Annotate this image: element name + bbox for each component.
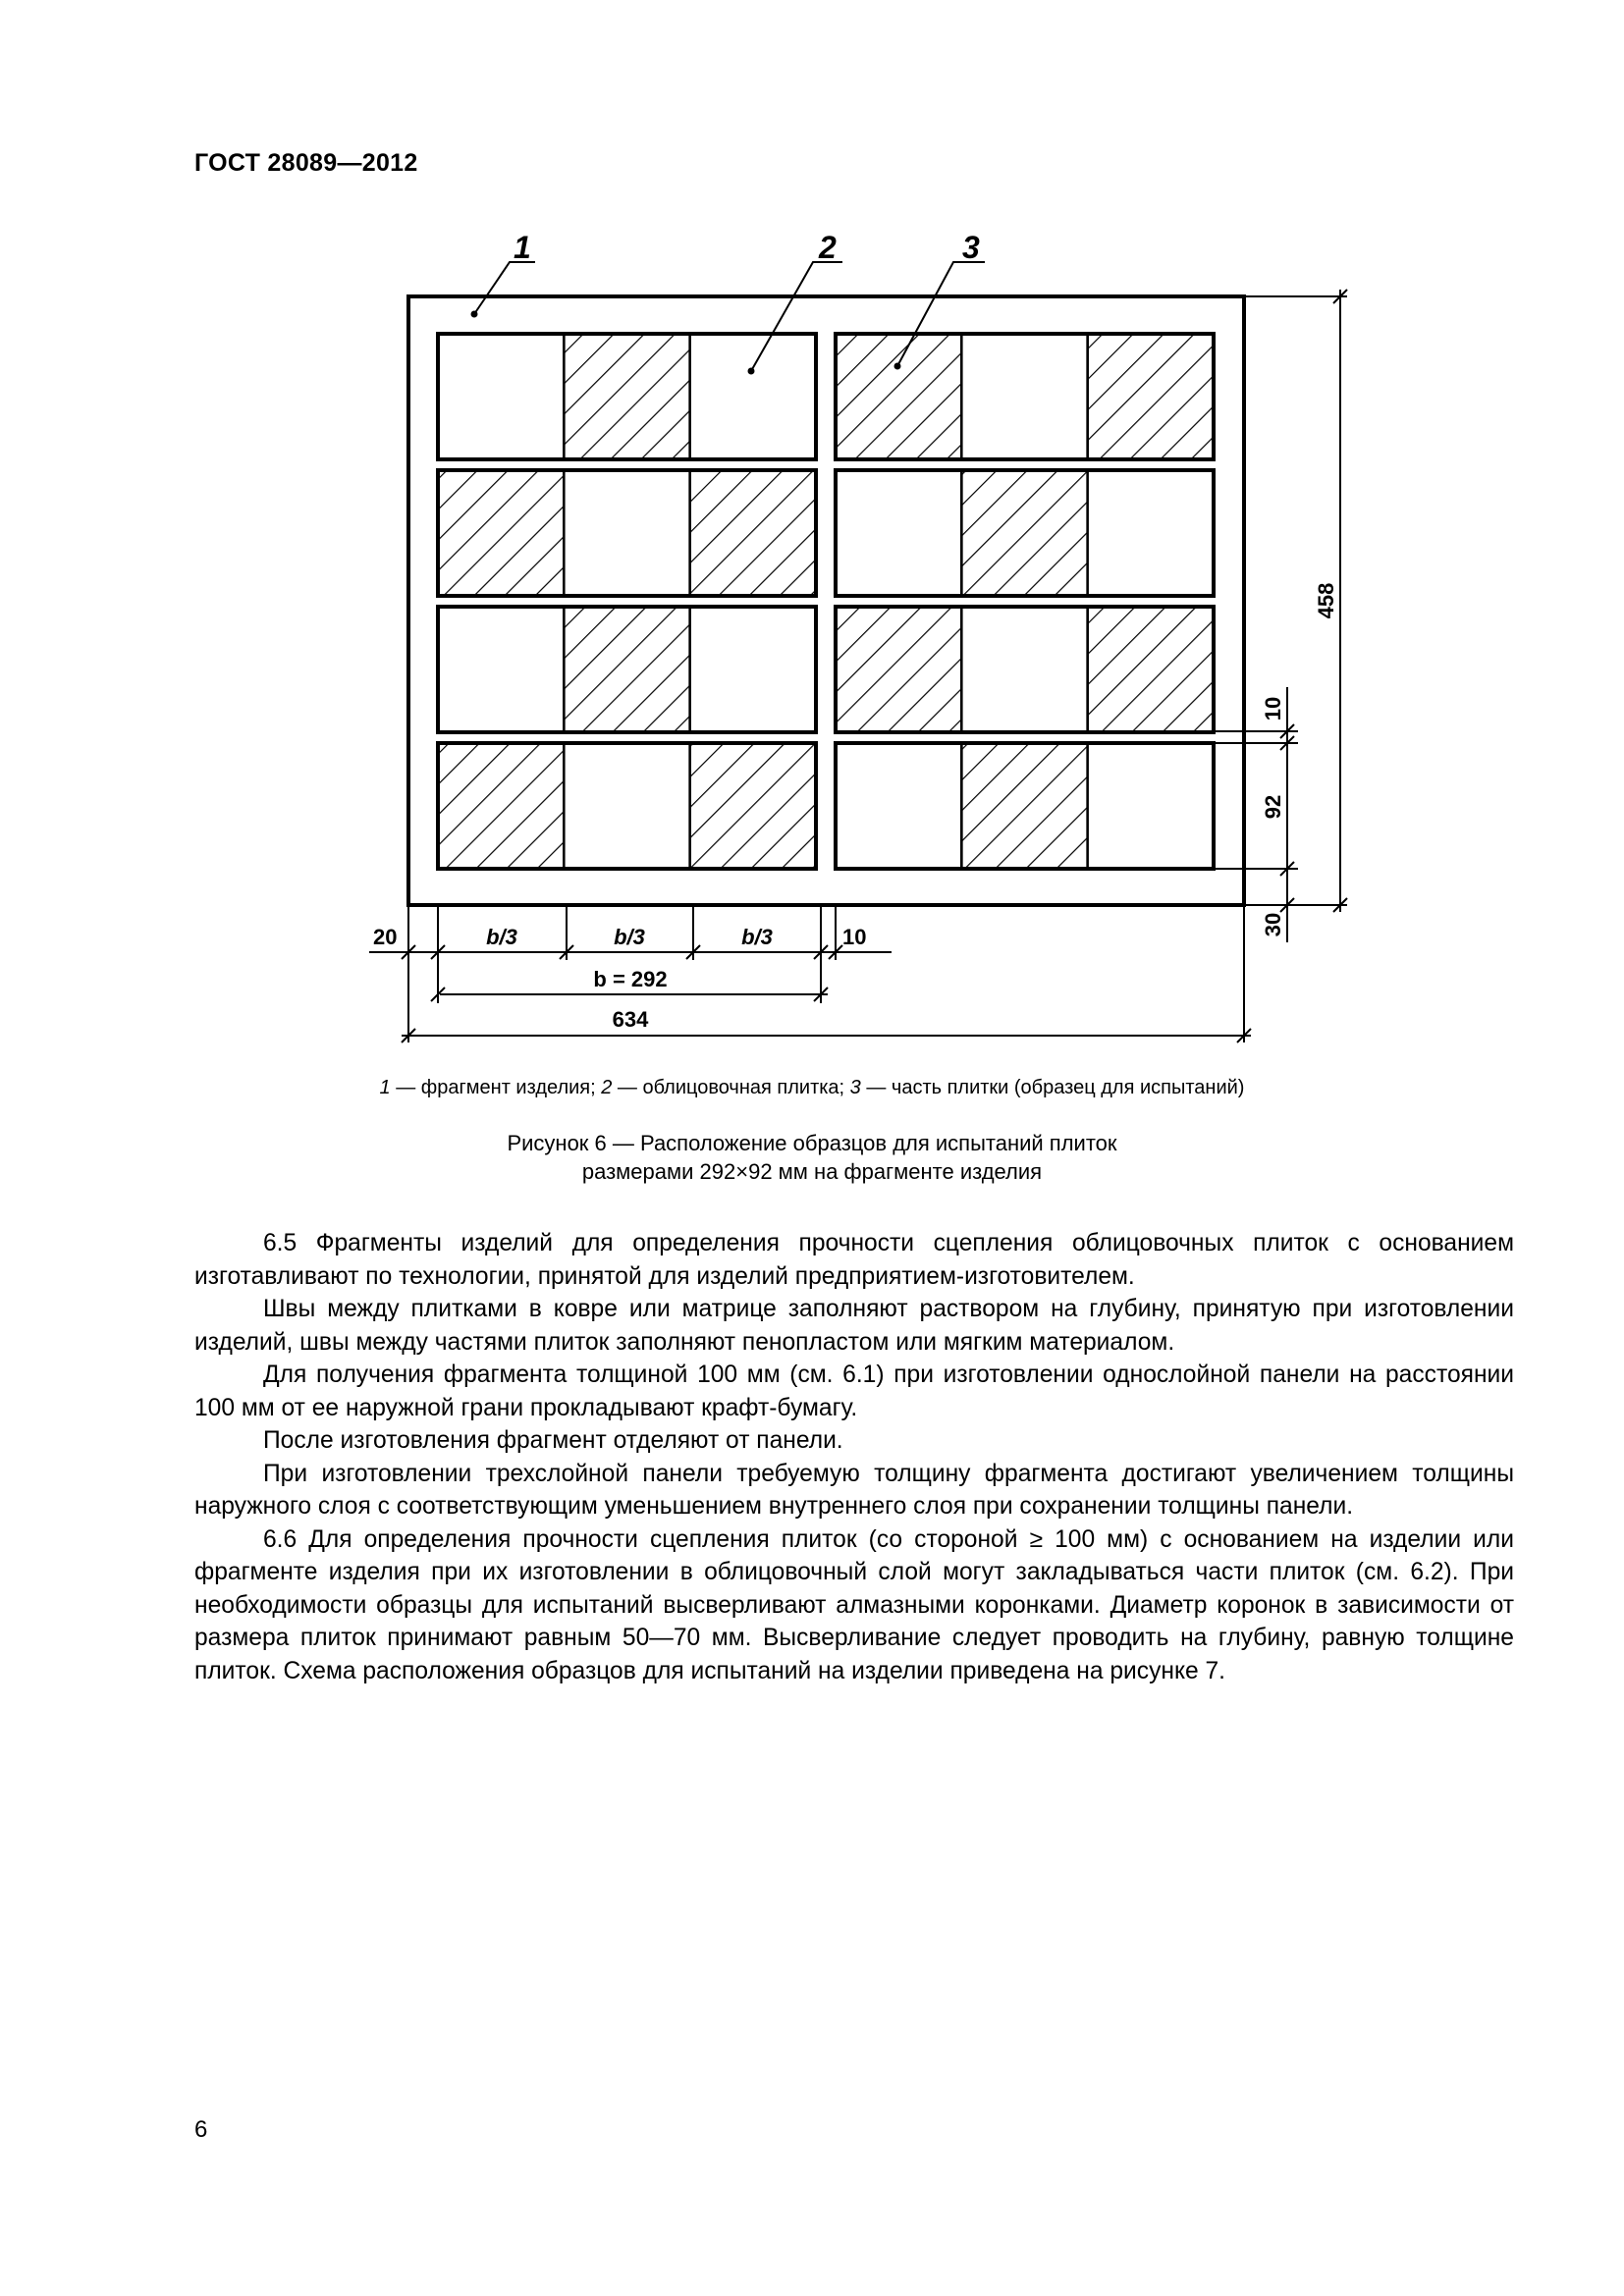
- legend-text-1: — фрагмент изделия;: [390, 1077, 602, 1098]
- tile-sample-part: [438, 743, 564, 869]
- tile-part: [961, 334, 1087, 459]
- dim-b-292: b = 292: [593, 967, 668, 991]
- tile-part: [836, 743, 961, 869]
- callout-2: 2: [819, 230, 837, 265]
- paragraph-separation: После изготовления фрагмент отделяют от панели.: [263, 1427, 843, 1454]
- tile-sample-part: [1088, 607, 1214, 732]
- body-text: [194, 1227, 1514, 1687]
- tile-sample-part: [836, 334, 961, 459]
- tile-sample-part: [438, 470, 564, 596]
- tile-sample-part: [690, 743, 816, 869]
- legend-text-2: — облицовочная плитка;: [612, 1077, 850, 1098]
- tile-sample-part: [564, 607, 689, 732]
- dim-b3-1: b/3: [486, 925, 517, 949]
- tile-part: [961, 607, 1087, 732]
- legend-text-3: — часть плитки (образец для испытаний): [860, 1077, 1245, 1098]
- tile-part: [690, 607, 816, 732]
- tile-sample-part: [690, 470, 816, 596]
- tile-part: [564, 743, 689, 869]
- dim-634: 634: [612, 1007, 649, 1032]
- legend-num-1: 1: [379, 1077, 391, 1098]
- callout-3: 3: [962, 230, 980, 265]
- figure-caption: [0, 1129, 1624, 1186]
- page-number: 6: [194, 2116, 208, 2143]
- paragraph-three-layer: При изготовлении трехслойной панели требуемую толщину фрагмента достигают увеличением толщины наружного слоя с соответствующим уменьшением внутреннего слоя при сохранении толщины панели.: [194, 1460, 1514, 1520]
- tile-part: [438, 334, 564, 459]
- dim-b3-2: b/3: [614, 925, 645, 949]
- tile-part: [836, 470, 961, 596]
- callout-1: 1: [514, 230, 531, 265]
- tile-sample-part: [836, 607, 961, 732]
- tile-part: [1088, 470, 1214, 596]
- dim-gap-10: 10: [842, 925, 867, 949]
- paragraph-fragment-thickness: Для получения фрагмента толщиной 100 мм (см. 6.1) при изготовлении однослойной панели на расстоянии 100 мм от ее наружной грани прокладывают крафт-бумагу.: [194, 1362, 1514, 1421]
- document-header: ГОСТ 28089—2012: [194, 149, 418, 177]
- legend-num-3: 3: [849, 1077, 861, 1098]
- dim-joint-10: 10: [1261, 696, 1285, 721]
- dim-30: 30: [1261, 912, 1285, 937]
- dim-92: 92: [1261, 794, 1285, 820]
- tile-sample-part: [564, 334, 689, 459]
- paragraph-joints: Швы между плитками в ковре или матрице заполняют раствором на глубину, принятую при изготовлении изделий, швы между частями плиток заполняют пенопластом или мягким материалом.: [194, 1296, 1514, 1356]
- paragraph-6-6: 6.6 Для определения прочности сцепления плиток (со стороной ≥ 100 мм) с основанием на изделии или фрагменте изделия при их изготовлении в облицовочный слой могут закладываться части плиток (см. 6.2). При необходимости образцы для испытаний высверливают алмазными коронками. Диаметр коронок в зависимости от размера плиток принимают равным 50—70 мм. Высверливание следует проводить на глубину, равную толщине плиток. Схема расположения образцов для испытаний на изделии приведена на рисунке 7.: [194, 1525, 1514, 1684]
- legend-num-2: 2: [601, 1077, 613, 1098]
- tile-sample-part: [961, 470, 1087, 596]
- tile-part: [438, 607, 564, 732]
- figure-6-drawing: [0, 0, 1624, 1080]
- dim-458: 458: [1314, 582, 1338, 619]
- tile-part: [1088, 743, 1214, 869]
- paragraph-6-5: 6.5 Фрагменты изделий для определения прочности сцепления облицовочных плиток с основанием изготавливают по технологии, принятой для изделий предприятием-изготовителем.: [194, 1230, 1514, 1290]
- caption-line-1: Рисунок 6 — Расположение образцов для испытаний плиток: [507, 1131, 1117, 1155]
- tile-sample-part: [1088, 334, 1214, 459]
- dim-b3-3: b/3: [741, 925, 773, 949]
- dim-20: 20: [373, 925, 398, 949]
- figure-legend: [0, 1077, 1624, 1099]
- tile-part: [690, 334, 816, 459]
- caption-line-2: размерами 292×92 мм на фрагменте изделия: [581, 1159, 1043, 1184]
- tile-part: [564, 470, 689, 596]
- tile-sample-part: [961, 743, 1087, 869]
- tile-grid: [438, 334, 1214, 869]
